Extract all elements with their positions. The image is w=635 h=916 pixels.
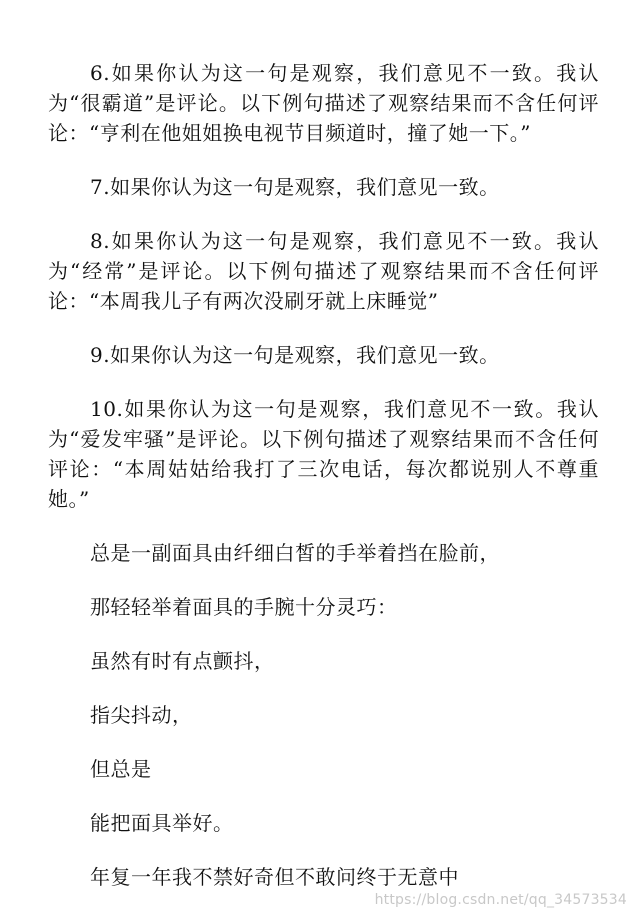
paragraph-8: 8.如果你认为这一句是观察，我们意见不一致。我认为“经常”是评论。以下例句描述了观察结果而不含任何评论：“本周我儿子有两次没刷牙就上床睡觉” bbox=[48, 229, 599, 313]
paragraph-gap bbox=[48, 514, 599, 538]
paragraph-6: 6.如果你认为这一句是观察，我们意见不一致。我认为“很霸道”是评论。以下例句描述了观察结果而不含任何评论：“亨利在他姐姐换电视节目频道时，撞了她一下。” bbox=[48, 61, 599, 145]
paragraph-gap bbox=[48, 316, 599, 340]
poem bbox=[48, 538, 599, 916]
poem-line-7: 年复一年我不禁好奇但不敢问终于无意中 bbox=[90, 865, 459, 889]
paragraph-gap bbox=[48, 202, 599, 226]
paragraph-gap bbox=[48, 148, 599, 172]
poem-line-5: 但总是 bbox=[90, 757, 152, 781]
paragraph-9: 9.如果你认为这一句是观察，我们意见一致。 bbox=[90, 343, 500, 367]
poem-line-1: 总是一副面具由纤细白皙的手举着挡在脸前， bbox=[90, 541, 500, 565]
paragraph-gap bbox=[48, 370, 599, 394]
poem-line-3: 虽然有时有点颤抖， bbox=[90, 649, 275, 673]
paragraph-10: 10.如果你认为这一句是观察，我们意见不一致。我认为“爱发牢骚”是评论。以下例句描述了观察结果而不含任何评论：“本周姑姑给我打了三次电话，每次都说别人不尊重她。” bbox=[48, 397, 599, 511]
poem-line-2: 那轻轻举着面具的手腕十分灵巧： bbox=[90, 595, 398, 619]
poem-line-4: 指尖抖动， bbox=[90, 703, 193, 727]
watermark: https://blog.csdn.net/qq_34573534 bbox=[374, 892, 627, 908]
poem-line-6: 能把面具举好。 bbox=[90, 811, 234, 835]
paragraph-7: 7.如果你认为这一句是观察，我们意见一致。 bbox=[90, 175, 500, 199]
